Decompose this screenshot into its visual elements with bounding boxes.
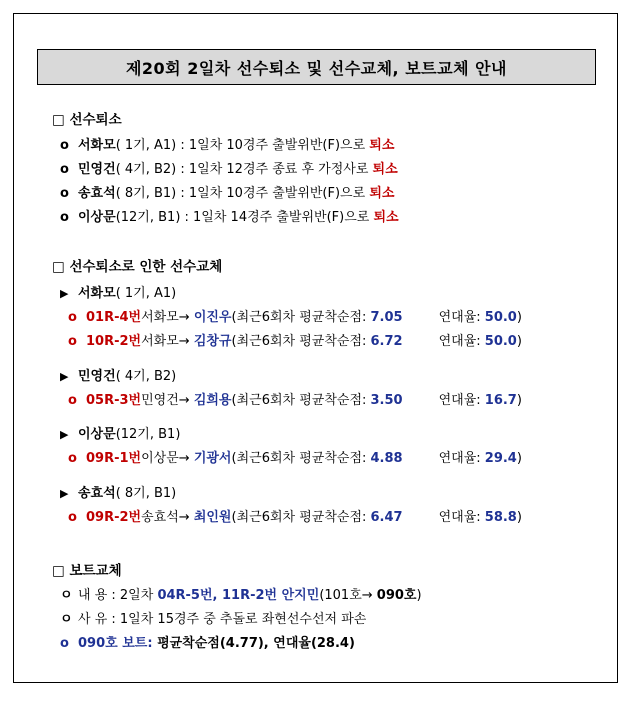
replace-group-header bbox=[60, 368, 176, 386]
close-paren: ) bbox=[516, 334, 522, 349]
boat-stats: 평균착순점(4.77), 연대율(28.4) bbox=[157, 636, 355, 651]
player-name: 송효석 bbox=[78, 486, 116, 501]
retire-status: 퇴소 bbox=[369, 138, 395, 153]
bullet-icon: o bbox=[68, 451, 77, 466]
reason-text: 1일차 15경주 중 추돌로 좌현선수선저 파손 bbox=[119, 612, 367, 627]
new-player: 이진우 bbox=[193, 310, 232, 325]
close-paren: ) bbox=[516, 451, 522, 466]
bullet-icon: o bbox=[60, 210, 69, 225]
replaced-player: 서화모→ bbox=[141, 334, 194, 349]
bullet-icon: o bbox=[68, 510, 77, 525]
bullet-icon: o bbox=[68, 393, 77, 408]
player-name: 서화모 bbox=[78, 138, 116, 153]
stats-label: (최근6회차 평균착순점: bbox=[231, 510, 371, 525]
triangle-icon: ▶ bbox=[60, 370, 69, 383]
stats-label: (최근6회차 평균착순점: bbox=[231, 334, 371, 349]
retire-item bbox=[60, 185, 394, 203]
race-number: 01R-4번 bbox=[86, 310, 142, 325]
content-pre: 2일차 bbox=[119, 588, 158, 603]
rate-label: 연대율: bbox=[438, 310, 485, 325]
retire-status: 퇴소 bbox=[373, 210, 399, 225]
replaced-player: 이상문→ bbox=[141, 451, 194, 466]
reason-label: 사 유 : bbox=[78, 612, 120, 627]
replace-group-header bbox=[60, 285, 176, 303]
bullet-icon: o bbox=[68, 310, 77, 325]
rate-label: 연대율: bbox=[438, 451, 485, 466]
rate-value: 29.4 bbox=[484, 451, 517, 466]
section-heading-retire bbox=[52, 111, 122, 130]
bullet-icon: ㅇ bbox=[60, 588, 73, 603]
avg-score: 7.05 bbox=[370, 310, 403, 325]
new-player: 기광서 bbox=[193, 451, 232, 466]
replaced-player: 송효석→ bbox=[141, 510, 194, 525]
bullet-icon: o bbox=[68, 334, 77, 349]
player-name: 이상문 bbox=[78, 210, 116, 225]
content-label: 내 용 : bbox=[78, 588, 120, 603]
retire-status: 퇴소 bbox=[372, 162, 398, 177]
avg-score: 6.72 bbox=[370, 334, 403, 349]
retire-status: 퇴소 bbox=[369, 186, 395, 201]
section-title: □ 선수퇴소로 인한 선수교체 bbox=[52, 259, 223, 275]
player-info: ( 4기, B2) : 1일차 12경주 종료 후 가정사로 bbox=[115, 162, 373, 177]
replace-group-header bbox=[60, 485, 176, 503]
replaced-player: 서화모→ bbox=[141, 310, 194, 325]
triangle-icon: ▶ bbox=[60, 487, 69, 500]
new-player: 김창규 bbox=[193, 334, 232, 349]
player-name: 서화모 bbox=[78, 286, 116, 301]
replace-row bbox=[68, 392, 522, 410]
boat-stats-line bbox=[60, 635, 355, 653]
new-player: 최인원 bbox=[193, 510, 232, 525]
section-heading-boat bbox=[52, 562, 122, 581]
replace-group-header bbox=[60, 426, 180, 444]
section-title: □ 선수퇴소 bbox=[52, 112, 122, 128]
content-end: ) bbox=[416, 588, 422, 603]
page-title: 제20회 2일차 선수퇴소 및 선수교체, 보트교체 안내 bbox=[37, 49, 596, 85]
replace-row bbox=[68, 309, 522, 327]
race-number: 05R-3번 bbox=[86, 393, 142, 408]
rate-value: 58.8 bbox=[484, 510, 517, 525]
boat-name: 090호 보트: bbox=[78, 636, 158, 651]
bullet-icon: o bbox=[60, 186, 69, 201]
replaced-player: 민영건→ bbox=[141, 393, 194, 408]
race-number: 09R-2번 bbox=[86, 510, 142, 525]
player-name: 민영건 bbox=[78, 369, 116, 384]
replace-row bbox=[68, 333, 522, 351]
race-number: 10R-2번 bbox=[86, 334, 142, 349]
player-name: 이상문 bbox=[78, 427, 116, 442]
rate-label: 연대율: bbox=[438, 334, 485, 349]
rate-value: 50.0 bbox=[484, 310, 517, 325]
player-info: ( 8기, B1) bbox=[115, 486, 177, 501]
stats-label: (최근6회차 평균착순점: bbox=[231, 393, 371, 408]
section-title: □ 보트교체 bbox=[52, 563, 122, 579]
avg-score: 6.47 bbox=[370, 510, 403, 525]
player-info: ( 8기, B1) : 1일차 10경주 출발위반(F)으로 bbox=[115, 186, 370, 201]
player-name: 송효석 bbox=[78, 186, 116, 201]
bullet-icon: o bbox=[60, 138, 69, 153]
retire-item bbox=[60, 209, 399, 227]
triangle-icon: ▶ bbox=[60, 287, 69, 300]
player-name: 민영건 bbox=[78, 162, 116, 177]
race-number: 09R-1번 bbox=[86, 451, 142, 466]
player-info: ( 1기, A1) : 1일차 10경주 출발위반(F)으로 bbox=[115, 138, 370, 153]
retire-item bbox=[60, 137, 394, 155]
bullet-icon: o bbox=[60, 162, 69, 177]
player-info: (12기, B1) : 1일차 14경주 출발위반(F)으로 bbox=[115, 210, 374, 225]
content-mid: (101호→ bbox=[319, 588, 377, 603]
player-info: ( 4기, B2) bbox=[115, 369, 177, 384]
player-info: ( 1기, A1) bbox=[115, 286, 177, 301]
rate-label: 연대율: bbox=[438, 510, 485, 525]
rate-value: 50.0 bbox=[484, 334, 517, 349]
retire-item bbox=[60, 161, 398, 179]
replace-row bbox=[68, 450, 522, 468]
avg-score: 3.50 bbox=[370, 393, 403, 408]
close-paren: ) bbox=[516, 510, 522, 525]
rate-value: 16.7 bbox=[484, 393, 517, 408]
boat-reason-line bbox=[60, 611, 366, 629]
new-boat: 090호 bbox=[376, 588, 417, 603]
avg-score: 4.88 bbox=[370, 451, 403, 466]
rate-label: 연대율: bbox=[438, 393, 485, 408]
section-heading-replace bbox=[52, 258, 222, 277]
bullet-icon: o bbox=[60, 636, 69, 651]
boat-races: 04R-5번, 11R-2번 안지민 bbox=[157, 588, 320, 603]
stats-label: (최근6회차 평균착순점: bbox=[231, 310, 371, 325]
replace-row bbox=[68, 509, 522, 527]
triangle-icon: ▶ bbox=[60, 428, 69, 441]
close-paren: ) bbox=[516, 310, 522, 325]
boat-content-line bbox=[60, 587, 422, 605]
new-player: 김희용 bbox=[193, 393, 232, 408]
stats-label: (최근6회차 평균착순점: bbox=[231, 451, 371, 466]
close-paren: ) bbox=[516, 393, 522, 408]
bullet-icon: ㅇ bbox=[60, 612, 73, 627]
player-info: (12기, B1) bbox=[115, 427, 181, 442]
